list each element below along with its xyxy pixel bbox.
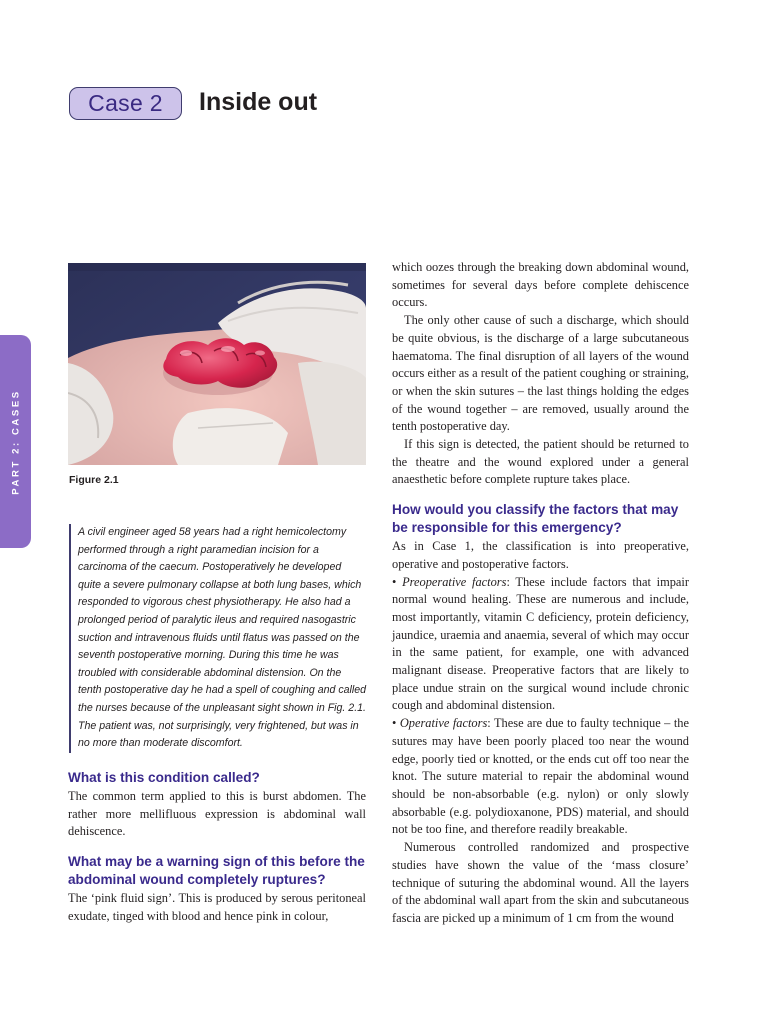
answer-intro: As in Case 1, the classification is into preoperative, operative and postoperative factors. [392, 539, 689, 571]
case-number-label: Case 2 [88, 90, 163, 116]
figure-2-1-photo [68, 263, 366, 465]
case-history-box [69, 524, 366, 753]
bullet-term: Preoperative factors [402, 574, 507, 589]
bullet-item [392, 715, 689, 839]
answer-paragraph: The ‘pink fluid sign’. This is produced by serous peritoneal exudate, tinged with blood and hence pink in colour, [68, 891, 366, 923]
body-paragraph: If this sign is detected, the patient should be returned to the theatre and the wound explored under a general anaesthetic before complete rupture takes place. [392, 437, 689, 487]
clinical-photo-image [68, 263, 366, 465]
bullet-marker: • [392, 574, 397, 589]
figure-caption: Figure 2.1 [69, 474, 119, 486]
body-paragraph: which oozes through the breaking down abdominal wound, sometimes for several days before complete dehiscence occurs. [392, 260, 689, 310]
left-column [68, 769, 366, 926]
case-history-text: A civil engineer aged 58 years had a right hemicolectomy performed through a right paramedian incision for a carcinoma of the caecum. Postoperatively he developed quite a severe pulmonary collapse at both lung bases, which responded to vigorous chest physiotherapy. He also had a prolonged period of paralytic ileus and required nasogastric suction and intravenous fluids until flatus was passed on the seventh postoperative morning. During this time he was troubled with considerable abdominal distension. On the tenth postoperative day he had a spell of coughing and called the nurses because of the unpleasant sight shown in Fig. 2.1. The patient was, not surprisingly, very frightened, but was in no more than moderate discomfort. [78, 526, 367, 750]
answer-paragraph: The common term applied to this is burst abdomen. The rather more mellifluous expression is abdominal wall dehiscence. [68, 789, 366, 839]
body-paragraph: The only other cause of such a discharge, which should be quite obvious, is the discharge of a large subcutaneous haematoma. The final disruption of all layers of the wound occurs either as a result of the patient coughing or straining, or when the skin sutures – the last things holding the edges of the wound together – are removed, usually around the tenth postoperative day. [392, 313, 689, 434]
section-side-tab-label: PART 2: CASES [10, 388, 21, 495]
question-heading: What is this condition called? [68, 770, 260, 785]
question-heading: What may be a warning sign of this before the abdominal wound completely ruptures? [68, 854, 365, 888]
question-heading: How would you classify the factors that may be responsible for this emergency? [392, 502, 679, 536]
body-paragraph: Numerous controlled randomized and prospective studies have shown the value of the ‘mass closure’ technique of suturing the abdominal wound. All the layers of the abdominal wall apart from the skin and subcutaneous fascia are picked up a minimum of 1 cm from the wound [392, 840, 689, 925]
bullet-text: : These include factors that impair normal wound healing. These are numerous and include, most importantly, vitamin C deficiency, protein deficiency, jaundice, uraemia and anaemia, several of which may occur in the same patient, for example, one with advanced malignant disease. Preoperative factors that are likely to place undue strain on the surgical wound include chronic cough and abdominal distension. [392, 574, 689, 713]
section-side-tab [0, 335, 31, 548]
bullet-text: : These are due to faulty technique – the sutures may have been poorly placed too near the wound edge, poorly tied or knotted, or the ends cut off too near the knot. The suture material to repair the abdominal wound should be non-absorbable (e.g. nylon) or only slowly absorbable (e.g. polydioxanone, PDS) material, and should not be too fine, and therefore readily breakable. [392, 716, 689, 837]
right-column [392, 259, 689, 928]
case-number-badge [69, 87, 182, 120]
bullet-item [392, 574, 689, 716]
case-title: Inside out [199, 88, 318, 116]
bullet-term: Operative factors [399, 716, 488, 731]
bullet-marker: • [392, 716, 397, 731]
